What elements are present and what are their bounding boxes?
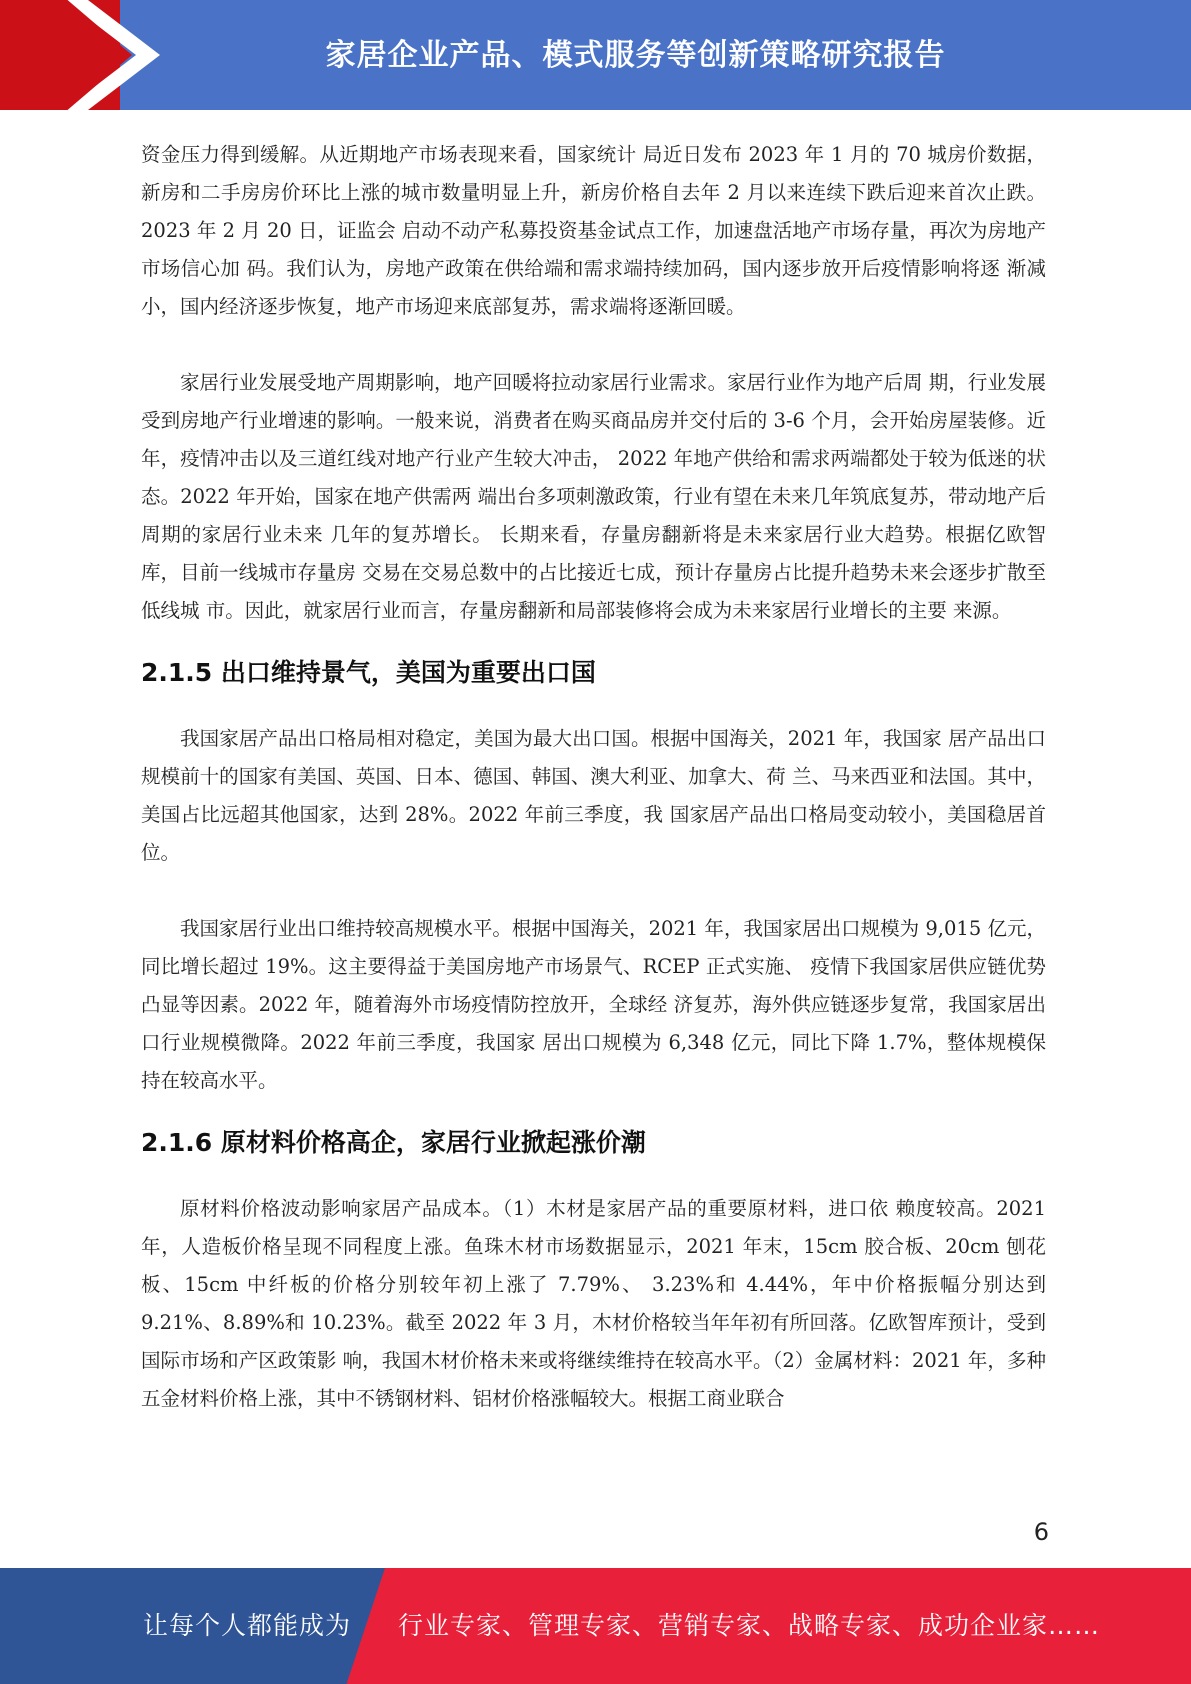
paragraph-real-estate-recovery: 资金压力得到缓解。从近期地产市场表现来看，国家统计 局近日发布 2023 年 1 月的 70 城房价数据，新房和二手房房价环比上涨的城市数量明显上升，新房价格自去年 2 月以来连续下跌后迎来首次止跌。2023 年 2 月 20 日，证监会 启动不动产私募投资基金试点工作，加速盘活地产市场存量，再次为房地产市场信心加 码。我们认为，房地产政策在供给端和需求端持续加码，国内逐步放开后疫情影响将逐 渐减小，国内经济逐步恢复，地产市场迎来底部复苏，需求端将逐渐回暖。: [141, 143, 1046, 318]
footer-bar: [0, 1568, 1191, 1684]
section-heading-2-1-5: 2.1.5 出口维持景气，美国为重要出口国: [141, 658, 596, 687]
header-arrow-red: [0, 0, 150, 110]
section-heading-2-1-6: 2.1.6 原材料价格高企，家居行业掀起涨价潮: [141, 1128, 646, 1157]
paragraph-export-structure: 我国家居产品出口格局相对稳定，美国为最大出口国。根据中国海关，2021 年，我国家 居产品出口规模前十的国家有美国、英国、日本、德国、韩国、澳大利亚、加拿大、荷 兰、马来西亚和法国。其中，美国占比远超其他国家，达到 28%。2022 年前三季度，我 国家居产品出口格局变动较小，美国稳居首位。: [141, 727, 1046, 864]
footer-slogan-right: 行业专家、管理专家、营销专家、战略专家、成功企业家……: [398, 1611, 1101, 1640]
paragraph-home-industry-cycle: 家居行业发展受地产周期影响，地产回暖将拉动家居行业需求。家居行业作为地产后周 期，行业发展受到房地产行业增速的影响。一般来说，消费者在购买商品房并交付后的 3-6 个月，会开始房屋装修。近年，疫情冲击以及三道红线对地产行业产生较大冲击， 2022 年地产供给和需求两端都处于较为低迷的状态。2022 年开始，国家在地产供需两 端出台多项刺激政策，行业有望在未来几年筑底复苏，带动地产后周期的家居行业未来 几年的复苏增长。 长期来看，存量房翻新将是未来家居行业大趋势。根据亿欧智库，目前一线城市存量房 交易在交易总数中的占比接近七成，预计存量房占比提升趋势未来会逐步扩散至低线城 市。因此，就家居行业而言，存量房翻新和局部装修将会成为未来家居行业增长的主要 来源。: [141, 371, 1046, 622]
report-title: 家居企业产品、模式服务等创新策略研究报告: [325, 38, 946, 73]
paragraph-raw-materials: 原材料价格波动影响家居产品成本。（1）木材是家居产品的重要原材料，进口依 赖度较高。2021 年，人造板价格呈现不同程度上涨。鱼珠木材市场数据显示，2021 年末，15cm 胶合板、20cm 刨花板、15cm 中纤板的价格分别较年初上涨了 7.79%、 3.23%和 4.44%，年中价格振幅分别达到 9.21%、8.89%和 10.23%。截至 2022 年 3 月，木材价格较当年年初有所回落。亿欧智库预计，受到国际市场和产区政策影 响，我国木材价格未来或将继续维持在较高水平。（2）金属材料：2021 年，多种 五金材料价格上涨，其中不锈钢材料、铝材价格涨幅较大。根据工商业联合: [141, 1197, 1046, 1410]
page-number: 6: [1033, 1518, 1049, 1546]
header-bar: [0, 0, 1191, 110]
paragraph-export-scale: 我国家居行业出口维持较高规模水平。根据中国海关，2021 年，我国家居出口规模为 9,015 亿元，同比增长超过 19%。这主要得益于美国房地产市场景气、RCEP 正式实施、 疫情下我国家居供应链优势凸显等因素。2022 年，随着海外市场疫情防控放开，全球经 济复苏，海外供应链逐步复常，我国家居出口行业规模微降。2022 年前三季度，我国家 居出口规模为 6,348 亿元，同比下降 1.7%，整体规模保持在较高水平。: [141, 917, 1046, 1092]
footer-slogan-left: 让每个人都能成为: [143, 1611, 352, 1640]
document-body: [141, 136, 1046, 1418]
